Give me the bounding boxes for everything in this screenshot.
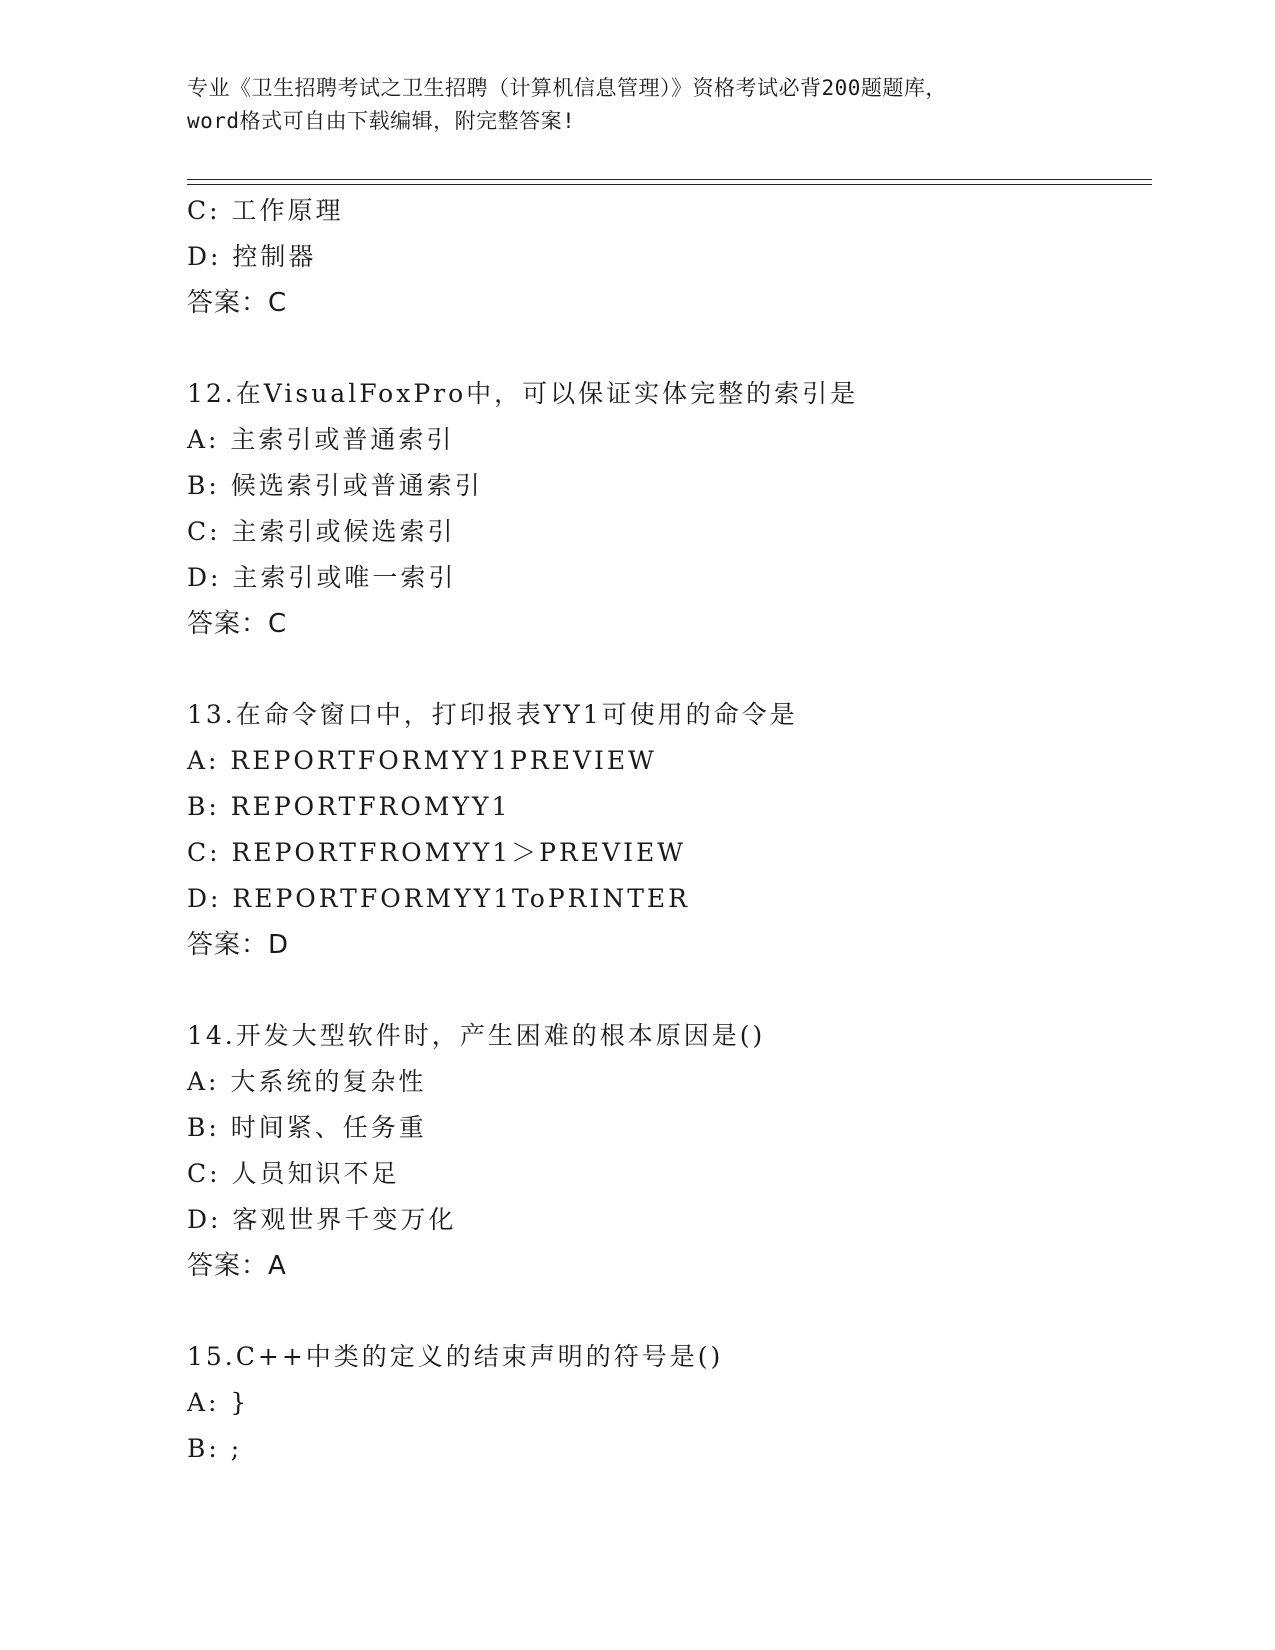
answer-line: 答案：A (187, 1251, 287, 1281)
option-c: C: 人员知识不足 (187, 1159, 400, 1188)
question-stem: 12.在VisualFoxPro中，可以保证实体完整的索引是 (187, 379, 859, 408)
header-line-2: word格式可自由下载编辑，附完整答案! (187, 109, 576, 133)
question-13 (187, 692, 1147, 968)
option-a: A: } (187, 1388, 250, 1417)
option-b: B: 候选索引或普通索引 (187, 471, 483, 500)
option-a: A: 大系统的复杂性 (187, 1067, 427, 1096)
question-continued (187, 188, 1147, 326)
question-14 (187, 1013, 1147, 1289)
option-c: C: 主索引或候选索引 (187, 517, 456, 546)
option-b: B: REPORTFROMYY1 (187, 792, 511, 821)
question-15 (187, 1334, 1147, 1472)
option-d: D: REPORTFORMYY1ToPRINTER (187, 884, 690, 913)
question-stem: 14.开发大型软件时，产生困难的根本原因是() (187, 1021, 766, 1050)
answer-line: 答案：D (187, 930, 290, 960)
header-line-1: 专业《卫生招聘考试之卫生招聘（计算机信息管理）》资格考试必背200题题库， (187, 76, 947, 100)
option-d: D: 控制器 (187, 242, 317, 271)
option-a: A: 主索引或普通索引 (187, 425, 455, 454)
option-a: A: REPORTFORMYY1PREVIEW (187, 746, 657, 775)
answer-line: 答案：C (187, 609, 288, 639)
option-c: C: 工作原理 (187, 196, 344, 225)
answer-line: 答案：C (187, 288, 288, 318)
option-c: C: REPORTFROMYY1＞PREVIEW (187, 838, 686, 867)
question-12 (187, 371, 1147, 647)
question-stem: 13.在命令窗口中，打印报表YY1可使用的命令是 (187, 700, 798, 729)
header-double-rule (187, 179, 1152, 185)
option-b: B: 时间紧、任务重 (187, 1113, 427, 1142)
question-stem: 15.C++中类的定义的结束声明的符号是() (187, 1342, 724, 1371)
option-d: D: 主索引或唯一索引 (187, 563, 457, 592)
option-d: D: 客观世界千变万化 (187, 1205, 457, 1234)
page-header (187, 72, 1087, 138)
question-list (187, 188, 1147, 1472)
option-b: B: ; (187, 1434, 243, 1463)
